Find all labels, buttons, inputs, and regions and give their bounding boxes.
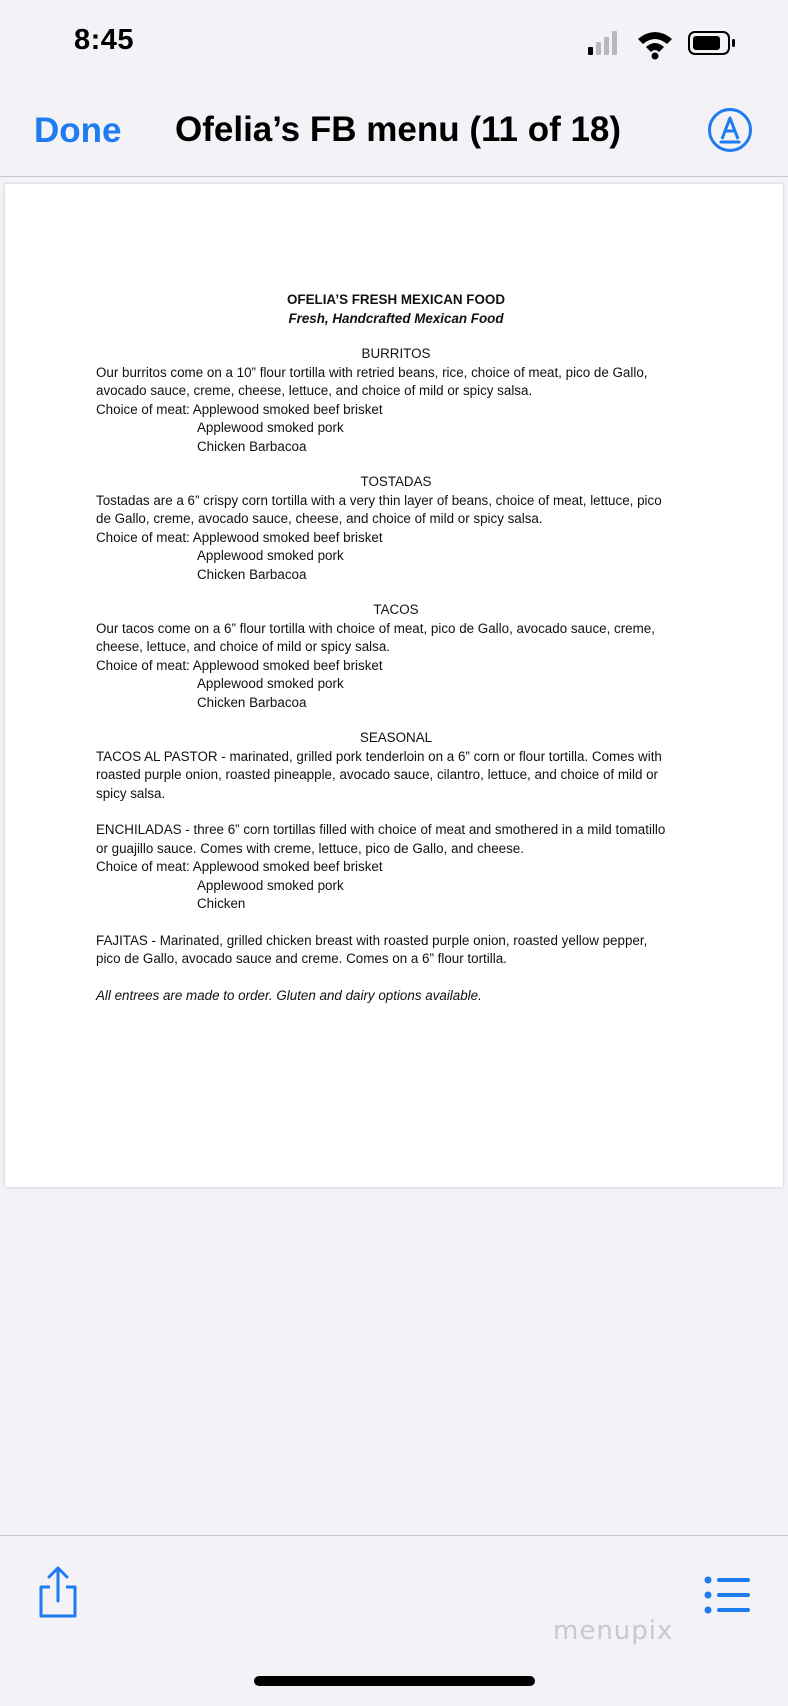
al-pastor-desc-3: spicy salsa. (96, 785, 166, 801)
done-button[interactable]: Done (34, 111, 122, 150)
burritos-desc-1: Our burritos come on a 10” flour tortilla with retried beans, rice, choice of meat, pico de Gallo, (96, 364, 648, 380)
spacer (96, 803, 696, 821)
status-icons (588, 26, 748, 60)
tostadas-meat-2: Applewood smoked pork (197, 548, 344, 563)
burritos-meat-3: Chicken Barbacoa (197, 438, 307, 454)
wifi-icon (638, 32, 672, 60)
tacos-desc-1: Our tacos come on a 6” flour tortilla with choice of meat, pico de Gallo, avocado sauce, creme, (96, 620, 655, 636)
al-pastor-desc-2: roasted purple onion, roasted pineapple, avocado sauce, cilantro, lettuce, and choice of mild or (96, 767, 659, 782)
fajitas-desc-1: FAJITAS - Marinated, grilled chicken breast with roasted purple onion, roasted yellow pepper, (96, 932, 648, 948)
signal-icon (588, 31, 617, 55)
burritos-meat-2: Applewood smoked pork (197, 420, 344, 435)
menu-content (96, 291, 696, 1005)
menu-title: OFELIA’S FRESH MEXICAN FOOD (287, 292, 505, 307)
menu-subtitle: Fresh, Handcrafted Mexican Food (288, 310, 504, 326)
status-bar (0, 0, 788, 84)
battery-icon (689, 32, 735, 54)
tacos-heading: TACOS (373, 602, 419, 617)
tacos-meat-3: Chicken Barbacoa (197, 694, 307, 710)
spacer (96, 969, 696, 987)
tostadas-desc-2: de Gallo, creme, avocado sauce, cheese, and choice of mild or spicy salsa. (96, 511, 543, 526)
seasonal-heading: SEASONAL (359, 730, 433, 745)
outline-list-button[interactable] (704, 1576, 750, 1614)
tostadas-desc-1: Tostadas are a 6” crispy corn tortilla with a very thin layer of beans, choice of meat, lettuce, pico (96, 492, 662, 508)
tostadas-heading: TOSTADAS (360, 474, 432, 489)
burritos-heading: BURRITOS (361, 346, 431, 361)
tostadas-meat-3: Chicken Barbacoa (197, 566, 307, 582)
enchiladas-desc-1: ENCHILADAS - three 6” corn tortillas filled with choice of meat and smothered in a mild tomatillo (96, 822, 666, 837)
tacos-meat-label: Choice of meat: Applewood smoked beef brisket (96, 657, 383, 673)
markup-button[interactable] (707, 107, 753, 153)
share-button[interactable] (36, 1565, 80, 1621)
document-page (5, 184, 783, 1187)
bottom-toolbar (0, 1535, 788, 1706)
fajitas-desc-2: pico de Gallo, avocado sauce and creme. Comes on a 6” flour tortilla. (96, 951, 507, 966)
list-icon (704, 1576, 750, 1614)
tacos-desc-2: cheese, lettuce, and choice of mild or spicy salsa. (96, 639, 390, 654)
menu-footnote: All entrees are made to order. Gluten and dairy options available. (96, 987, 482, 1003)
spacer (96, 914, 696, 932)
enchiladas-meat-3: Chicken (197, 896, 246, 911)
tostadas-meat-label: Choice of meat: Applewood smoked beef brisket (96, 529, 383, 545)
home-indicator[interactable] (254, 1676, 535, 1686)
share-icon (36, 1565, 80, 1621)
al-pastor-desc-1: TACOS AL PASTOR - marinated, grilled pork tenderloin on a 6” corn or flour tortilla. Comes with (96, 748, 662, 764)
watermark: menupix (553, 1616, 674, 1646)
enchiladas-meat-label: Choice of meat: Applewood smoked beef brisket (96, 859, 383, 874)
burritos-desc-2: avocado sauce, creme, cheese, lettuce, and choice of mild or spicy salsa. (96, 383, 533, 398)
status-time: 8:45 (74, 24, 135, 56)
document-title: Ofelia’s FB menu (11 of 18) (175, 110, 622, 149)
markup-pen-icon (707, 107, 753, 153)
enchiladas-desc-2: or guajillo sauce. Comes with creme, lettuce, pico de Gallo, and cheese. (96, 840, 524, 856)
navigation-bar (0, 84, 788, 177)
burritos-meat-label: Choice of meat: Applewood smoked beef brisket (96, 401, 383, 417)
enchiladas-meat-2: Applewood smoked pork (197, 877, 344, 893)
tacos-meat-2: Applewood smoked pork (197, 676, 344, 691)
